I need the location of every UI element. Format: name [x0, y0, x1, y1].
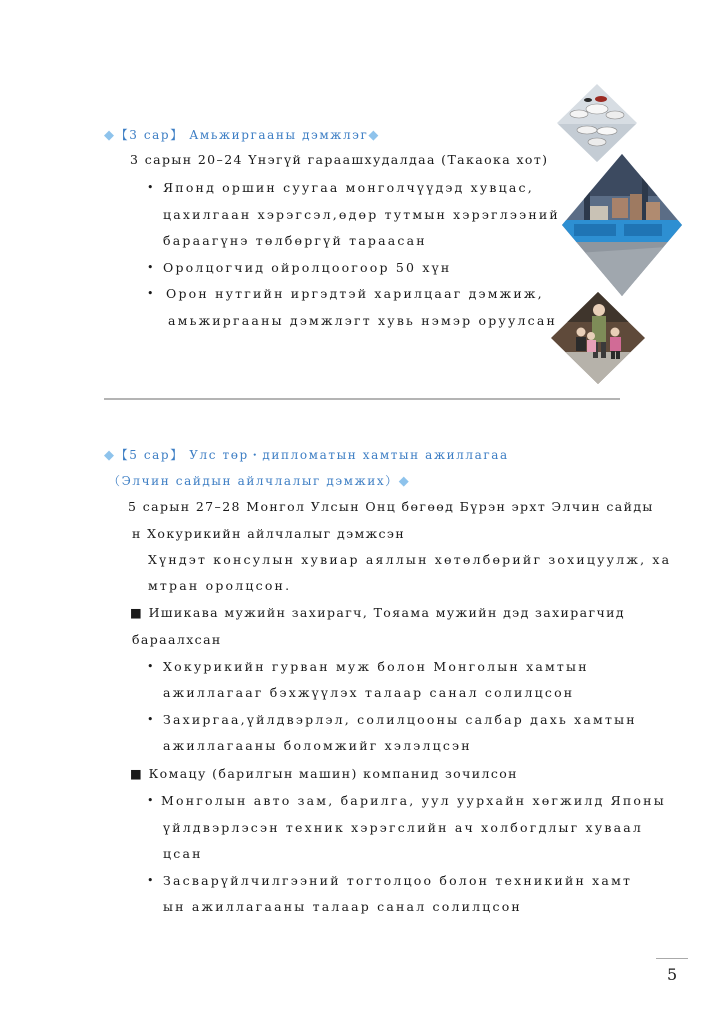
bullet-icon: •: [147, 181, 154, 194]
bullet-icon: •: [147, 261, 154, 274]
group-title-governors: бараалхсан: [132, 632, 222, 647]
photo-tableware: [557, 84, 637, 162]
list-item-line: цсан: [163, 846, 203, 861]
bullet-icon: •: [147, 874, 154, 887]
list-item-line: амьжиргааны дэмжлэгт хувь нэмэр оруулсан: [168, 313, 558, 328]
section-may-subheading: н Хокурикийн айлчлалыг дэмжсэн: [132, 526, 406, 541]
bullet-icon: •: [147, 713, 154, 726]
list-item-line: ажиллагааны боломжийг хэлэлцсэн: [163, 738, 472, 753]
section-march-heading: ◆【3 сар】 Амьжиргааны дэмжлэг◆: [104, 128, 380, 143]
section-may-heading-line2: （Элчин сайдын айлчлалыг дэмжих）◆: [108, 474, 411, 489]
page-number: 5: [667, 965, 678, 984]
diamond-icon: ◆: [104, 448, 116, 463]
list-item-line: Оролцогчид ойролцоогоор 50 хүн: [163, 260, 452, 275]
group-title-governors: ■ Ишикава мужийн захирагч, Тояама мужийн дэд захирагчид: [130, 605, 625, 620]
group-title-komatsu: ■ Комацу (барилгын машин) компанид зочилсон: [130, 766, 518, 781]
list-item-line: үйлдвэрлэсэн техник хэрэгслийн ач холбогдлыг хуваал: [163, 820, 644, 835]
list-item-line: Японд оршин суугаа монголчүүдэд хувцас,: [163, 180, 534, 195]
bullet-icon: •: [147, 287, 154, 300]
bullet-icon: •: [147, 794, 154, 807]
diamond-icon: ◆: [104, 128, 116, 143]
bullet-icon: •: [147, 660, 154, 673]
list-item-line: бараагүнэ төлбөргүй тараасан: [163, 233, 427, 248]
diamond-icon: ◆: [398, 474, 411, 489]
list-item-line: Захиргаа,үйлдвэрлэл, солилцооны салбар дахь хамтын: [163, 712, 637, 727]
section-may-heading: ◆【5 сар】 Улс төр・дипломатын хамтын ажиллагаа: [104, 448, 509, 463]
section-may-subheading: 5 сарын 27–28 Монгол Улсын Онц бөгөөд Бүрэн эрхт Элчин сайды: [128, 499, 654, 514]
diamond-icon: ◆: [368, 128, 380, 143]
photo-family: [551, 292, 645, 384]
list-item-line: Монголын авто зам, барилга, уул уурхайн хөгжилд Японы: [161, 793, 666, 808]
list-item-line: цахилгаан хэрэгсэл,өдөр тутмын хэрэглээний: [163, 207, 560, 222]
section-divider: [104, 398, 620, 400]
list-item-line: ажиллагааг бэхжүүлэх талаар санал солилцсон: [163, 685, 575, 700]
section-march-subheading: 3 сарын 20–24 Үнэгүй гараашхудалдаа (Такаока хот): [130, 152, 549, 167]
intro-text: мтран оролцсон.: [148, 578, 292, 593]
intro-text: Хүндэт консулын хувиар аяллын хөтөлбөрийг зохицуулж, ха: [148, 552, 672, 567]
list-item-line: Засварүйлчилгээний тогтолцоо болон техникийн хамт: [163, 873, 633, 888]
list-item-line: Хокурикийн гурван муж болон Монголын хамтын: [163, 659, 589, 674]
list-item-line: Орон нутгийн иргэдтэй харилцааг дэмжиж,: [166, 286, 544, 301]
list-item-line: ын ажиллагааны талаар санал солилцсон: [163, 899, 522, 914]
photo-warehouse: [562, 154, 682, 296]
page-number-rule: [656, 958, 688, 959]
